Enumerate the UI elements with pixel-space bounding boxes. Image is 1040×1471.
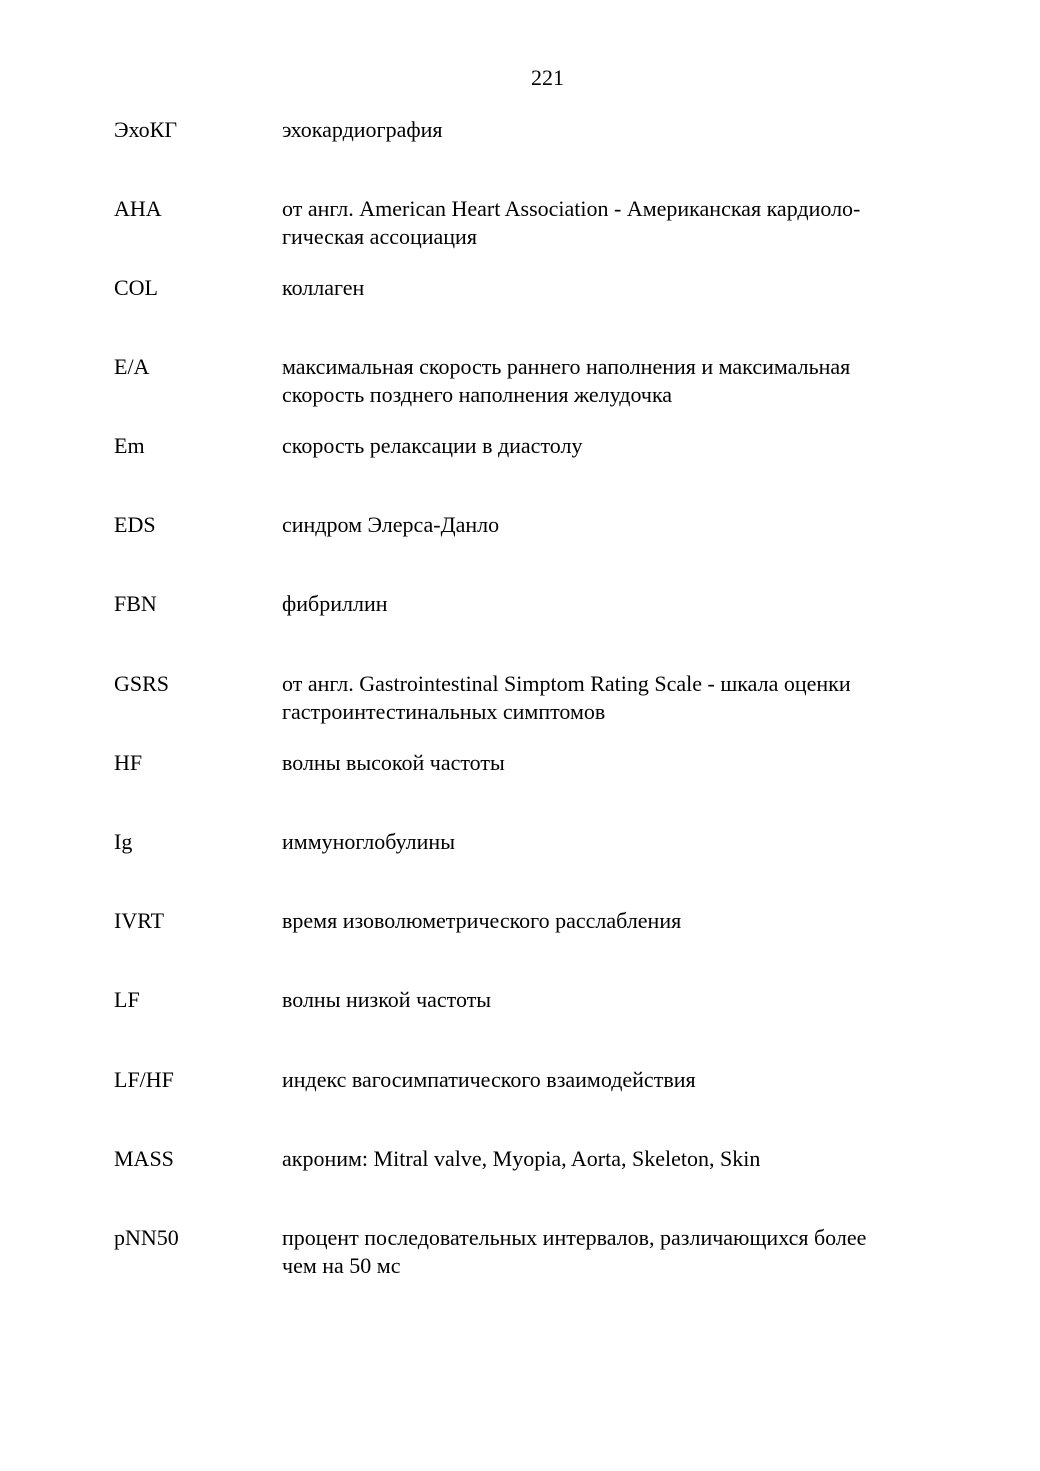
entry-abbreviation: COL xyxy=(114,275,158,300)
entry-definition xyxy=(282,1066,946,1094)
entry-abbreviation: MASS xyxy=(114,1146,174,1171)
definition-line: гастроинтестинальных симптомов xyxy=(282,699,606,724)
entry-definition xyxy=(282,1224,946,1280)
entry-abbreviation: LF/HF xyxy=(114,1067,174,1092)
entry-abbreviation: ЭхоКГ xyxy=(114,117,178,142)
definition-line: фибриллин xyxy=(282,591,388,616)
entry-abbreviation: FBN xyxy=(114,591,157,616)
entry-definition xyxy=(282,907,946,935)
definition-line: от англ. American Heart Association - Американская кардиоло- xyxy=(282,196,861,221)
entry-abbreviation: EDS xyxy=(114,512,156,537)
definition-line: акроним: Mitral valve, Myopia, Aorta, Skeleton, Skin xyxy=(282,1146,761,1171)
definition-line: синдром Элерса-Данло xyxy=(282,512,500,537)
definition-line: гическая ассоциация xyxy=(282,224,477,249)
entry-definition xyxy=(282,511,946,539)
definition-line: максимальная скорость раннего наполнения и максимальная xyxy=(282,354,851,379)
entry-abbreviation: HF xyxy=(114,750,143,775)
entry-definition xyxy=(282,432,946,460)
entry-definition xyxy=(282,1145,946,1173)
entry-definition xyxy=(282,195,946,251)
entry-abbreviation: LF xyxy=(114,987,140,1012)
definition-line: скорость позднего наполнения желудочка xyxy=(282,382,673,407)
definition-line: иммуноглобулины xyxy=(282,829,455,854)
definition-line: время изоволюметрического расслабления xyxy=(282,908,682,933)
entry-abbreviation: Em xyxy=(114,433,145,458)
entry-definition xyxy=(282,828,946,856)
entry-definition xyxy=(282,353,946,409)
definition-line: чем на 50 мс xyxy=(282,1253,401,1278)
entry-abbreviation: AHA xyxy=(114,196,162,221)
entry-definition xyxy=(282,986,946,1014)
definition-line: процент последовательных интервалов, различающихся более xyxy=(282,1225,867,1250)
entry-abbreviation: Ig xyxy=(114,829,133,854)
definition-line: коллаген xyxy=(282,275,365,300)
entry-abbreviation: E/A xyxy=(114,354,150,379)
definition-line: эхокардиография xyxy=(282,117,443,142)
entry-abbreviation: IVRT xyxy=(114,908,165,933)
definition-line: волны низкой частоты xyxy=(282,987,492,1012)
entry-abbreviation: pNN50 xyxy=(114,1225,179,1250)
entry-definition xyxy=(282,590,946,618)
definition-line: волны высокой частоты xyxy=(282,750,505,775)
definition-line: индекс вагосимпатического взаимодействия xyxy=(282,1067,696,1092)
entry-definition xyxy=(282,749,946,777)
page-number: 221 xyxy=(531,65,564,90)
definition-line: от англ. Gastrointestinal Simptom Rating Scale - шкала оценки xyxy=(282,671,851,696)
entry-definition xyxy=(282,670,946,726)
entry-definition xyxy=(282,274,946,302)
entry-definition xyxy=(282,116,946,144)
definition-line: скорость релаксации в диастолу xyxy=(282,433,583,458)
entry-abbreviation: GSRS xyxy=(114,671,170,696)
